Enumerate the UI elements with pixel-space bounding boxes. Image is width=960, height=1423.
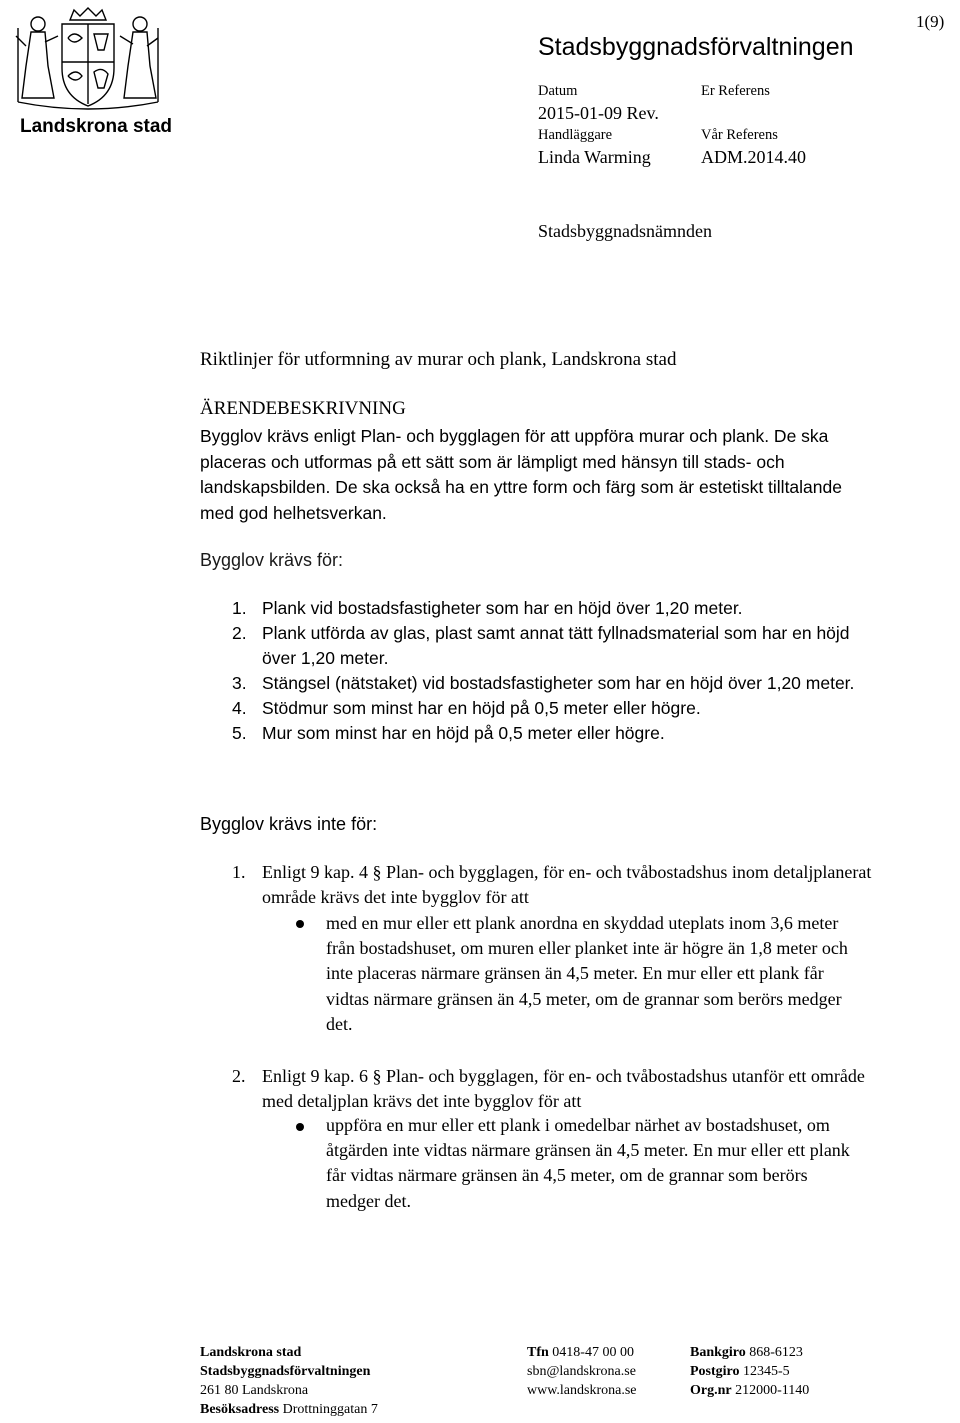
not-required-item-1: 1. Enligt 9 kap. 4 § Plan- och bygglagen, för en- och tvåbostadshus inom detaljplanerat område krävs det inte bygglov för att [232,862,872,907]
required-heading: Bygglov krävs för: [200,550,344,570]
footer-orgnr: Org.nr 212000-1140 [690,1383,810,1398]
footer-col-3 [690,1343,809,1400]
list-item: 3. Stängsel (nätstaket) vid bostadsfastigheter som har en höjd över 1,20 meter. [232,673,855,693]
var-referens-value: ADM.2014.40 [701,147,807,167]
datum-label: Datum [538,83,578,99]
var-referens-label: Vår Referens [701,127,778,143]
not-required-item-2: 2. Enligt 9 kap. 6 § Plan- och bygglagen, för en- och tvåbostadshus utanför ett område med detaljplan krävs det inte bygglov för att [232,1066,865,1111]
bullet-icon [296,920,304,928]
description-heading: ÄRENDEBESKRIVNING [200,398,406,419]
footer-org-name: Landskrona stad [200,1345,302,1360]
list-item: 5. Mur som minst har en höjd på 0,5 meter eller högre. [232,723,665,743]
handlaggare-label: Handläggare [538,127,613,143]
not-required-heading: Bygglov krävs inte för: [200,814,378,834]
office-name: Stadsbyggnadsförvaltningen [538,33,854,61]
handlaggare-value: Linda Warming [538,147,651,167]
footer-email[interactable]: sbn@landskrona.se [527,1364,636,1379]
footer [200,1343,900,1423]
page-number: 1(9) [916,12,945,31]
bullet-text: uppföra en mur eller ett plank i omedelbar närhet av bostadshuset, om åtgärden inte vidtas närmare gränsen än 4,5 meter. En mur eller ett plank får vidtas närmare gränsen än 4,5 meter, om de grannar som berörs medger det. [326,1115,850,1211]
bullet-text: med en mur eller ett plank anordna en skyddad uteplats inom 3,6 meter från bostadshuset, om muren eller planket inte är högre än 1,8 meter och inte placeras närmare gränsen än 4,5 meter. En mur eller ett plank får vidtas närmare gränsen än 4,5 meter, om de grannar som berörs medger det. [326,913,848,1034]
list-item: 2. Plank utförda av glas, plast samt annat tätt fyllnadsmaterial som har en höjd över 1,20 meter. [232,623,850,668]
footer-web[interactable]: www.landskrona.se [527,1383,637,1398]
description-text: Bygglov krävs enligt Plan- och bygglagen för att uppföra murar och plank. De ska placeras och utformas på ett sätt som är lämpligt med hänsyn till stads- och landskapsbilden. De ska också ha en yttre form och färg som är estetiskt tilltalande med god helhetsverkan. [200,426,842,523]
required-list [232,596,872,746]
footer-col-2 [527,1343,637,1400]
footer-dept: Stadsbyggnadsförvaltningen [200,1364,371,1379]
footer-phone: Tfn 0418-47 00 00 [527,1345,634,1360]
footer-col-1 [200,1343,378,1419]
list-item: 1. Plank vid bostadsfastigheter som har en höjd över 1,20 meter. [232,598,743,618]
bullet-icon [296,1123,304,1131]
footer-postal: 261 80 Landskrona [200,1383,309,1398]
datum-value: 2015-01-09 Rev. [538,103,659,123]
footer-bankgiro: Bankgiro 868-6123 [690,1345,803,1360]
logo-text: Landskrona stad [20,116,173,137]
list-item: 4. Stödmur som minst har en höjd på 0,5 meter eller högre. [232,698,701,718]
recipient: Stadsbyggnadsnämnden [538,221,712,241]
coat-of-arms-icon [12,6,164,114]
er-referens-label: Er Referens [701,83,770,99]
document-title: Riktlinjer för utformning av murar och plank, Landskrona stad [200,349,677,370]
footer-postgiro: Postgiro 12345-5 [690,1364,790,1379]
footer-visit: Besöksadress Drottninggatan 7 [200,1402,378,1417]
landskrona-logo [12,6,173,137]
